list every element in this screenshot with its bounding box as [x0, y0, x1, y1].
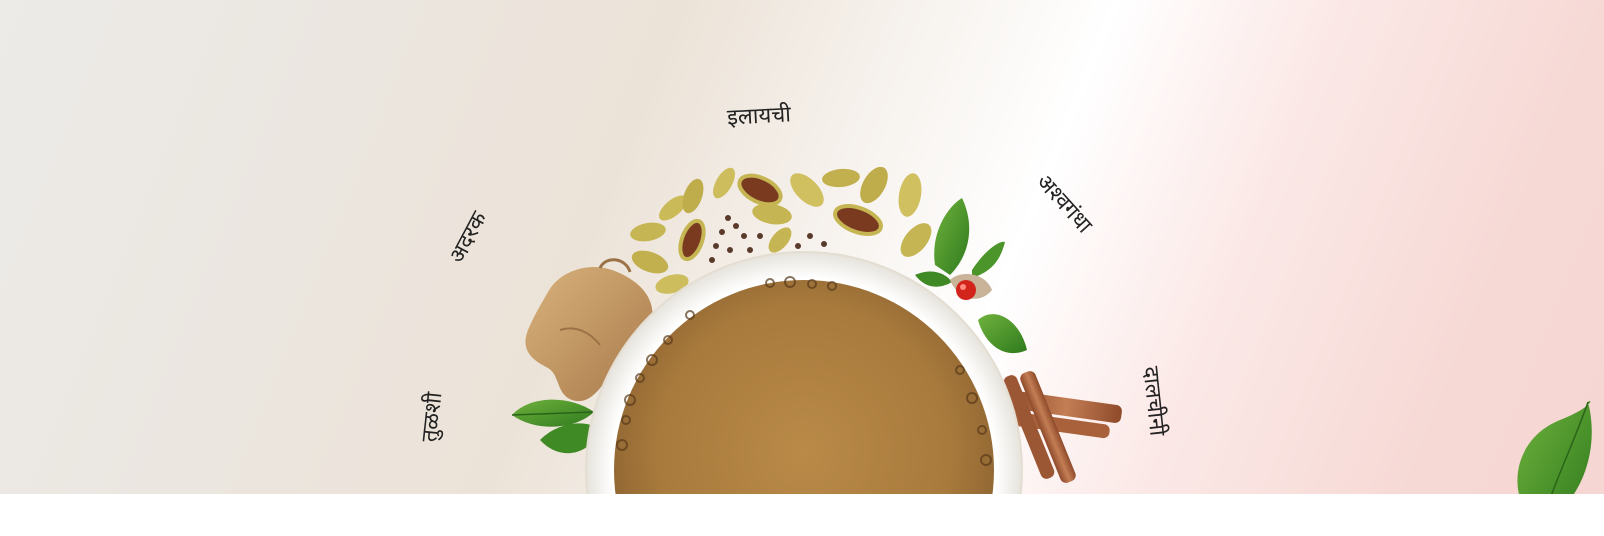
leaf-decoration-image: [1517, 401, 1591, 494]
label-ashwagandha: अश्वगंधा: [1031, 169, 1097, 239]
label-elaichi: इलायची: [726, 102, 792, 131]
footer-band: [0, 494, 1604, 536]
label-tulsi: तुळशी: [417, 391, 448, 444]
label-adrak: अदरक: [444, 207, 493, 268]
label-dalchini: दालचीनी: [1137, 365, 1170, 438]
